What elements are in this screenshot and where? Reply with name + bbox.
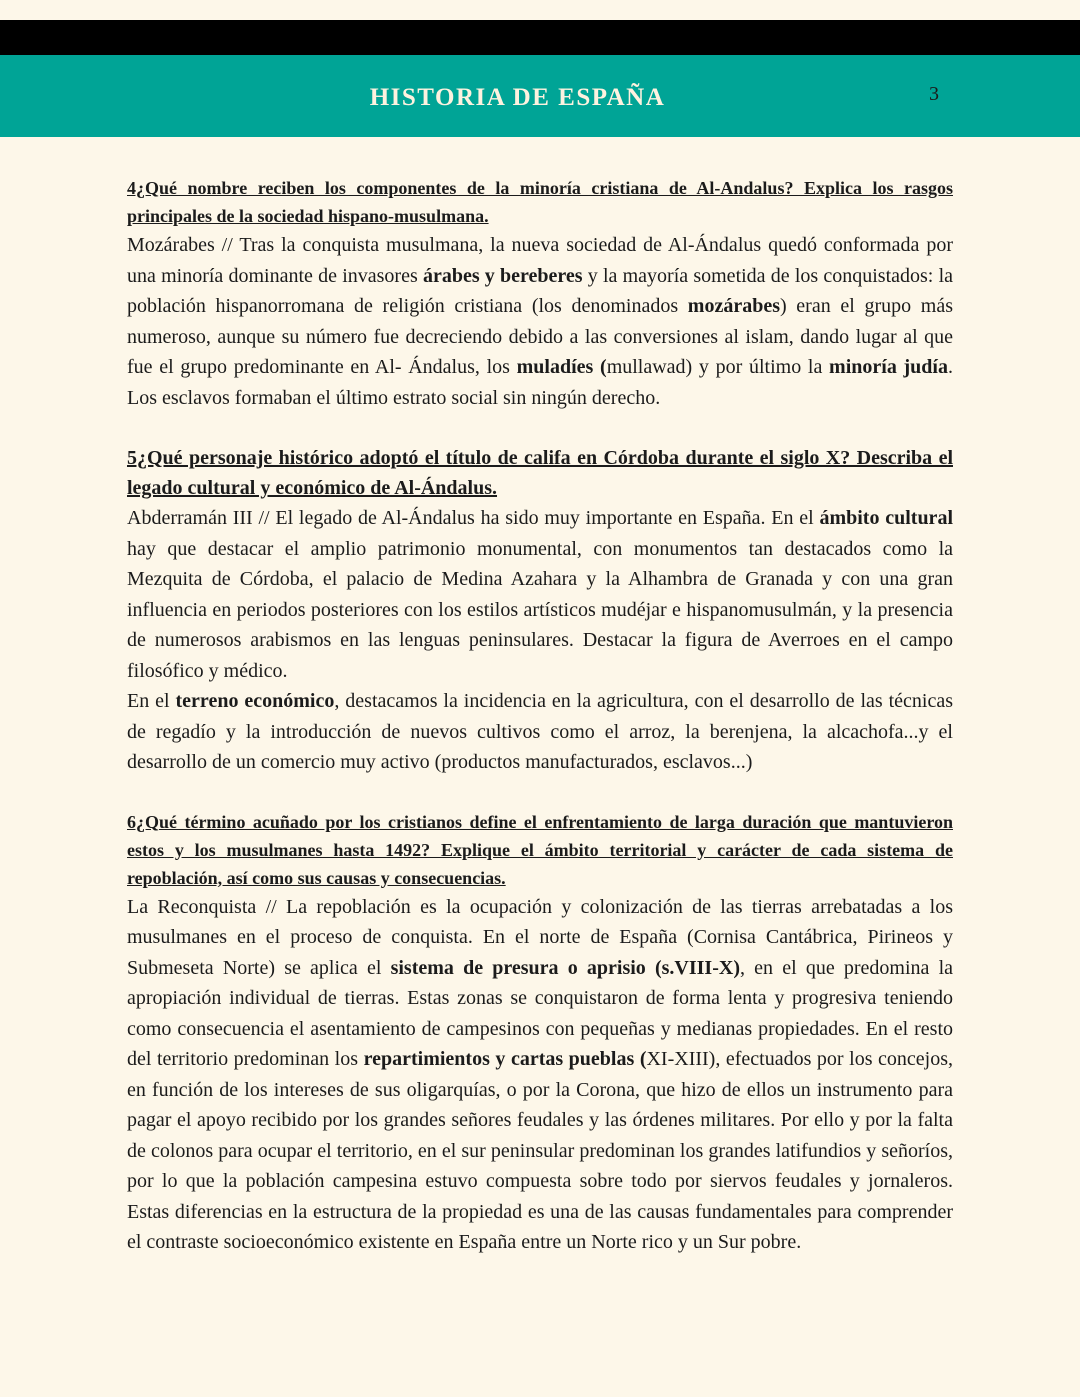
- text-run: ) eran el grupo más numeroso, aunque su número fue decreciendo debido a las conversiones al islam, dando lugar al que fue el grupo predominante en Al- Ándalus, los: [127, 295, 953, 378]
- text-run: mullawad) y por último la: [606, 356, 830, 378]
- bold-term: muladíes (: [516, 356, 607, 378]
- question-4: 4¿Qué nombre reciben los componentes de la minoría cristiana de Al-Andalus? Explica los rasgos principales de la sociedad hispano-musulmana.: [127, 178, 953, 226]
- text-run: . Los esclavos formaban el último estrato social sin ningún derecho.: [127, 356, 953, 409]
- bold-term: árabes y bereberes: [422, 264, 583, 287]
- text-run: hay que destacar el amplio patrimonio monumental, con monumentos tan destacados como la Mezquita de Córdoba, el palacio de Medina Azahara y la Alhambra de Granada y con una gran influencia en periodos posteriores con los estilos artísticos mudéjar e hispanomusulmán, y la presencia de numerosos arabismos en las lenguas peninsulares. Destacar la figura de Averroes en el campo filosófico y médico.: [127, 537, 953, 682]
- page-title: HISTORIA DE ESPAÑA: [369, 84, 666, 111]
- text-run: y la mayoría sometida de los conquistados: la población hispanorromana de religión cristiana (los denominados: [127, 264, 954, 317]
- top-margin: [0, 0, 1080, 20]
- page-number: 3: [929, 83, 939, 105]
- document-body: [127, 174, 953, 1258]
- text-run: , en el que predomina la apropiación individual de tierras. Estas zonas se conquistaron de forma lenta y progresiva teniendo como consecuencia el asentamiento de campesinos con pequeñas y medianas propiedades. En el resto del territorio predominan los: [127, 956, 954, 1070]
- bold-term: sistema de presura o aprisio (s.VIII-X): [390, 956, 740, 979]
- text-run: Abderramán III // El legado de Al-Ándalus ha sido muy importante en España. En el: [127, 507, 820, 529]
- answer-6: [127, 892, 953, 1258]
- answer-5-cultural: [127, 503, 953, 686]
- bold-term: ámbito cultural: [819, 507, 953, 529]
- text-run: Mozárabes // Tras la conquista musulmana, la nueva sociedad de Al-Ándalus quedó conformada por una minoría dominante de invasores: [127, 234, 953, 287]
- answer-4: [127, 230, 953, 413]
- black-band: [0, 20, 1080, 56]
- bold-term: repartimientos y cartas pueblas (: [363, 1048, 647, 1070]
- question-6: 6¿Qué término acuñado por los cristianos define el enfrentamiento de larga duración que mantuvieron estos y los musulmanes hasta 1492? Explique el ámbito territorial y carácter de cada sistema de repoblación, así como sus causas y consecuencias.: [127, 811, 953, 888]
- text-run: , destacamos la incidencia en la agricultura, con el desarrollo de las técnicas de regadío y la introducción de nuevos cultivos como el arroz, la berenjena, la alcachofa...y el desarrollo de un comercio muy activo (productos manufacturados, esclavos...): [127, 690, 954, 773]
- text-run: La Reconquista // La repoblación es la ocupación y colonización de las tierras arrebatadas a los musulmanes en el proceso de conquista. En el norte de España (Cornisa Cantábrica, Pirineos y Submeseta Norte) se aplica el: [127, 895, 953, 979]
- bold-term: minoría judía: [829, 356, 948, 378]
- answer-5-economic: [127, 686, 953, 778]
- text-run: XI-XIII), efectuados por los concejos, en función de los intereses de sus oligarquías, o por la Corona, que hizo de ellos un instrumento para pagar el apoyo recibido por los grandes señores feudales y las órdenes militares. Por ello y por la falta de colonos para ocupar el territorio, en el sur peninsular predominan los grandes latifundios y señoríos, por lo que la población campesina estuvo compuesta sobre todo por siervos feudales y jornaleros. Estas diferencias en la estructura de la propiedad es una de las causas fundamentales para comprender el contraste socioeconómico existente en España entre un Norte rico y un Sur pobre.: [127, 1048, 953, 1253]
- text-run: En el: [127, 690, 176, 712]
- page-header: [0, 55, 1080, 137]
- bold-term: mozárabes: [687, 295, 780, 317]
- bold-term: terreno económico: [175, 690, 335, 712]
- question-5: 5¿Qué personaje histórico adoptó el título de califa en Córdoba durante el siglo X? Describa el legado cultural y económico de Al-Ándalus.: [127, 447, 953, 499]
